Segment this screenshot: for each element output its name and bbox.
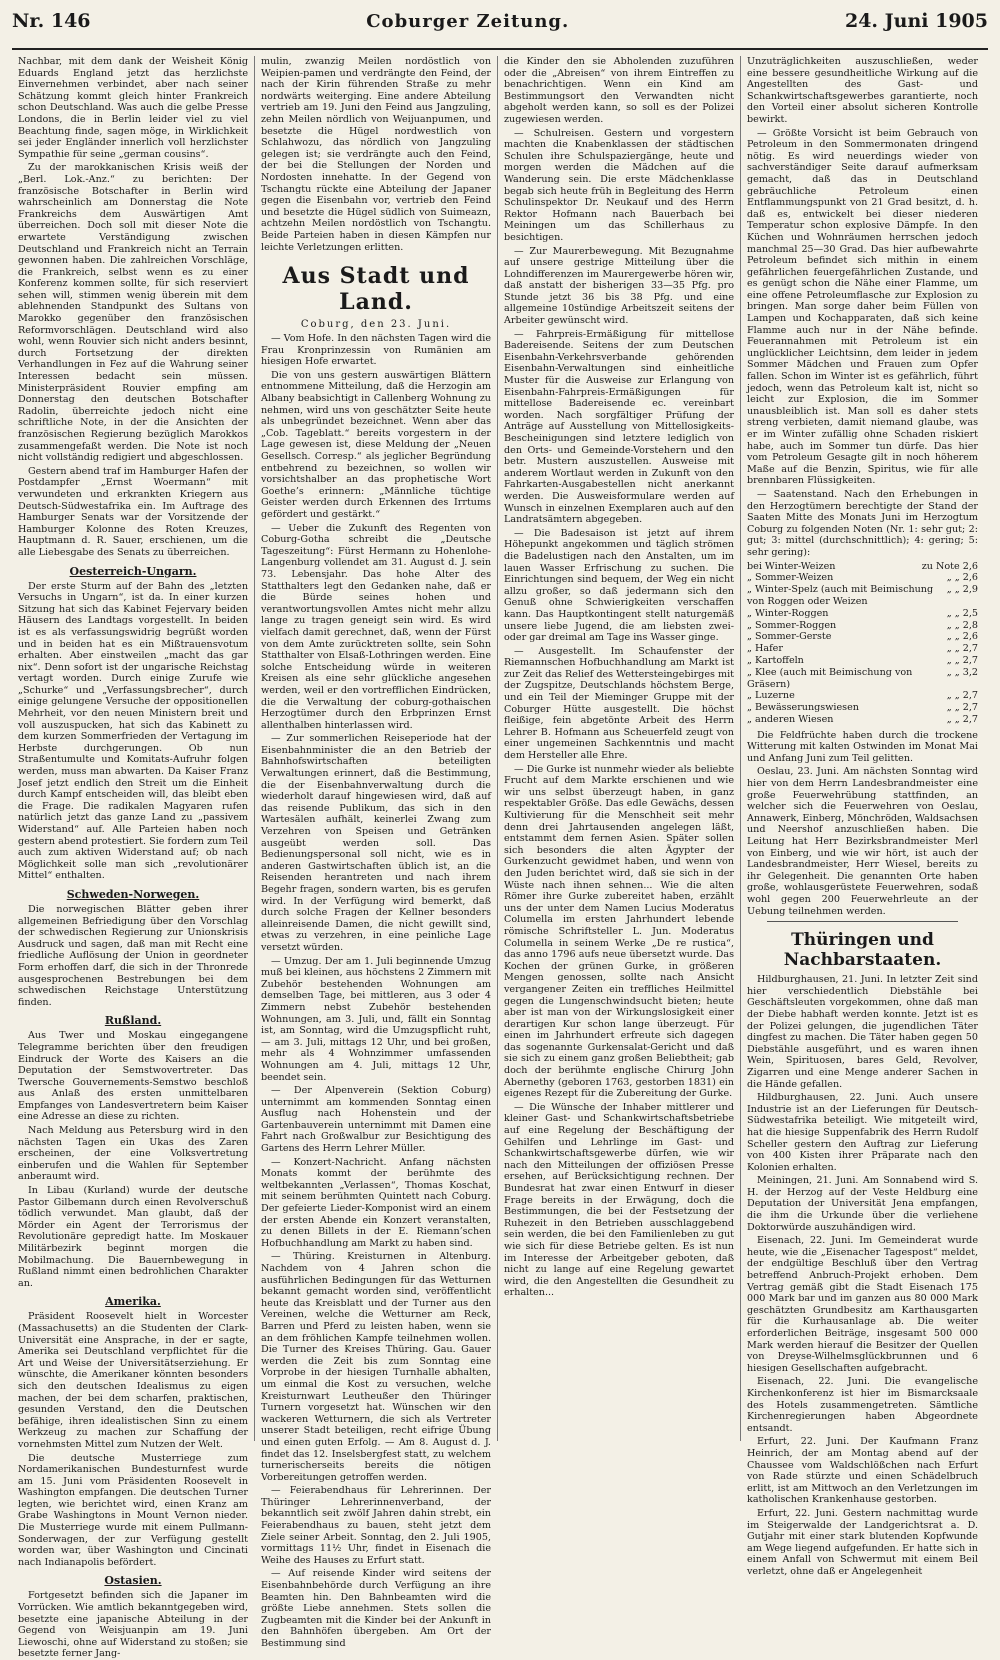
paragraph: — Konzert-Nachricht. Anfang nächsten Monats kommt der berühmte des weltbekannten „Verlassen“, Thomas Koschat, mit seinem berühmten Quintett nach Coburg. Der gefeierte Lieder-Komponist wird an einem der ersten Abende ein Konzert veranstalten, zu denen Billets in der E. Riemann’schen Hofbuchhandlung am Markt zu haben sind. [261,1156,491,1249]
crop-label: „ Kartoffeln [747,654,804,666]
newspaper-title: Coburger Zeitung. [366,11,570,32]
paragraph: Die deutsche Musterriege zum Nordamerikanischen Bundesturnfest wurde am 15. Juni vom Präsidenten Roosevelt in Washington empfangen. Die deutschen Turner legten, wie berichtet wird, einen Kranz am Grabe Washingtons in Mount Vernon nieder. Die Musterriege wurde mit einem Pullmann-Sonderwagen, der zur Verfügung gestellt worden war, über Washington und Cincinati nach Indianapolis befördert. [18,1452,248,1568]
crop-rating-row [747,667,978,691]
crop-label: „ Hafer [747,643,783,655]
crop-rating-row [747,620,978,632]
paragraph: Zu der marokkanischen Krisis weiß der „Berl. Lok.-Anz.“ zu berichten: Der französische Botschafter in Berlin wird wahrscheinlich am Donnerstag die Note Frankreichs dem Auswärtigen Amt überreichen. Doch soll mit dieser Note die erwartete Verständigung zwischen Deutschland und Frankreich nicht an Terrain gewonnen haben. Die zahlreichen Vorschläge, die Frankreich, selbst wenn es zu einer Konferenz kommen sollte, für sich reserviert sehen will, stimmen wenig überein mit dem ablehnenden Standpunkt des Sultans von Marokko gegenüber den französischen Reformvorschlägen. Deutschland wird also wohl, wenn Rouvier sich nicht anders besinnt, durch Fortsetzung der direkten Verhandlungen in Fez auf die Wahrung seiner Interessen bedacht sein müssen. Ministerpräsident Rouvier empfing am Donnerstag den deutschen Botschafter Radolin, überreichte jedoch nicht eine schriftliche Note, in der die Ansichten der französischen Regierung bezüglich Marokkos zusammengefaßt werden. Die Note ist noch nicht vollständig redigiert und abgeschlossen. [18,162,248,464]
paragraph: Nachbar, mit dem dank der Weisheit König Eduards England jetzt das herzlichste Einvernehmen verbindet, aber nach seiner Schätzung kommt gleich hinter Frankreich schon Deutschland. Was auch die gelbe Presse Londons, die in Berlin leider viel zu viel Beachtung finde, sagen möge, in Wirklichkeit sei jeder Engländer innerlich voll herzlichster Sympathie für seine „german cousins“. [18,56,248,160]
crop-label: „ Bewässerungswiesen [747,702,859,714]
column-3 [498,56,741,1441]
crop-rating-row [747,714,978,726]
crop-note: „ „ 2,7 [946,690,978,702]
crop-rating-row [747,584,978,608]
crop-rating-row [747,572,978,584]
divider [767,921,958,922]
paragraph: — Die Wünsche der Inhaber mittlerer und kleiner Gast- und Schankwirtschaftsbetriebe auf eine Regelung der Beschäftigung der Gehilfen und Lehrlinge im Gast- und Schankwirtschaftsgewerbe dürfen, wie wir nach den Mitteilungen der offiziösen Presse ersehen, auf Berücksichtigung rechnen. Der Bundesrat hat zwar einen Entwurf in dieser Frage bereits in der Erwägung, doch die Bestimmungen, die bei der Festsetzung der Ruhezeit in den Betrieben ausschlaggebend sein werden, die bei den Familienleben zu gut wie sich für diese Betriebe gelten. Es ist nun im Interesse der Arbeitgeber geboten, daß nicht zu lange auf eine Regelung gewartet wird, die den Angestellten die Gesundheit zu erhalten... [504,1101,734,1299]
section-heading: Ostasien. [104,1574,162,1588]
column-1 [12,56,255,1660]
paragraph: Hildburghausen, 21. Juni. In letzter Zeit sind hier verschiedentlich Diebstähle bei Geschäftsleuten vorgekommen, ohne daß man der Diebe habhaft werden konnte. Jetzt ist es der Polizei gelungen, die jugendlichen Täter dingfest zu machen. Die Täter haben gegen 50 Diebstähle ausgeführt, und es waren ihnen Wein, Spirituosen, bares Geld, Revolver, Zigarren und eine Menge anderer Sachen in die Hände gefallen. [747,974,978,1090]
section-heading: Rußland. [104,1014,162,1028]
paragraph: — Ueber die Zukunft des Regenten von Coburg-Gotha schreibt die „Deutsche Tageszeitung“: Fürst Hermann zu Hohenlohe-Langenburg vollendet am 31. August d. J. sein 73. Lebensjahr. Das hohe Alter des Statthalters legt den Gedanken nahe, daß er die Bürde seines hohen und verantwortungsvollen Amtes nicht mehr allzu lange zu tragen geneigt sein wird. Es wird vielfach damit gerechnet, daß, wenn der Fürst von dem Amte zurücktreten sollte, sein Sohn Statthalter von Elsaß-Lothringen werden. Eine solche Entscheidung würde in weiteren Kreisen als eine sehr glückliche angesehen werden, weil er den vortrefflichen Eindrücken, die die Verwaltung der coburg-gothaischen Herzogtümer durch den Erbprinzen Ernst allenthalben hinterlassen wird. [261,522,491,731]
paragraph: Fortgesetzt befinden sich die Japaner im Vorrücken. Wie amtlich bekanntgegeben wird, besetzte eine japanische Abteilung in der Gegend von Weisjuanpin am 19. Juni Liewoschi, ohne auf Widerstand zu stoßen; sie besetzte ferner Jang- [18,1590,248,1660]
section-heading: Amerika. [105,1295,161,1309]
crop-ratings-table [747,561,978,726]
paragraph: — Der Alpenverein (Sektion Coburg) unternimmt am kommenden Sonntag einen Ausflug nach Hohenstein und der Gartenbauverein unternimmt mit Damen eine Fahrt nach Großwalbur zur Besichtigung des Gartens des Herrn Lehrer Müller. [261,1085,491,1155]
crop-note: „ „ 2,7 [946,654,978,666]
crop-label: bei Winter-Weizen [747,560,836,572]
section-heading: Oesterreich-Ungarn. [69,564,197,578]
paragraph: Die von uns gestern auswärtigen Blättern entnommene Mitteilung, daß die Herzogin am Albany beabsichtigt in Callenberg Wohnung zu nehmen, wird uns von geschätzter Seite heute als unbegründet bezeichnet. Wenn aber das „Cob. Tageblatt.“ bereits vorgestern in der Lage gewesen ist, diese Meldung der „Neuen Gesellsch. Corresp.“ als jeglicher Begründung entbehrend zu bezeichnen, so wollen wir vorsichtshalber an das prophetische Wort Goethe’s erinnern: „Männliche tüchtige Geister werden durch Erkennen des Irrtums gefördert und gestärkt.“ [261,369,491,520]
crop-note: „ „ 2,6 [946,572,978,584]
crop-rating-row [747,655,978,667]
paragraph: Unzuträglichkeiten auszuschließen, weder eine bessere gesundheitliche Wirkung auf die Angestellten des Gast- und Schankwirtschaftsgewerbes garantierte, noch den Vorteil einer absolut sicheren Kontrolle bewirkt. [747,56,978,125]
paragraph: — Ausgestellt. Im Schaufenster der Riemannschen Hofbuchhandlung am Markt ist zur Zeit das Relief des Wettersteingebirges mit der Zugspitze, Deutschlands höchstem Berge, und ein Teil der Mieminger Gruppe mit der Coburger Hütte ausgestellt. Die höchst fleißige, fein abgetönte Arbeit des Herrn Lehrer B. Hofmann aus Scheuerfeld zeugt von einer ungemeinen Sachkenntnis und macht dem Hersteller alle Ehre. [504,645,734,762]
paragraph: Präsident Roosevelt hielt in Worcester (Massachusetts) an die Studenten der Clark-Universität eine Ansprache, in der er sagte, Amerika sei Deutschland verpflichtet für die Art und Weise der Universitätserziehung. Er wünschte, die Amerikaner könnten besonders sich den deutschen Idealismus zu eigen machen, der bei dem scharfen, praktischen, gesunden Verstand, den die Deutschen befähige, ihren idealistischen Sinn zu einem Werkzeug zu machen zur Schaffung der vornehmsten Mittel zum Nutzen der Welt. [18,1311,248,1450]
columns [12,56,988,1660]
crop-note: „ „ 2,7 [946,713,978,725]
dateline: Coburg, den 23. Juni. [300,319,452,331]
paragraph: — Thüring. Kreisturnen in Altenburg. Nachdem von 4 Jahren schon die ausführlichen Bedingungen für das Wetturnen bekannt gemacht worden sind, veröffentlicht heute das Kreisblatt und der Turner aus den Vereinen, welche die Wetturner am Reck, Barren und Pferd zu leisten haben, wenn sie an dem fröhlichen Kampfe teilnehmen wollen. Die Turner des Kreises Thüring. Gau. Gauer werden die Zeit bis zum Sonntag eine Vorprobe in der hiesigen Turnhalle abhalten, um einmal die Kost zu versuchen, welche Kreisturnwart Leutheußer den Thüringer Turnern vorgesetzt hat. Wünschen wir den wackeren Wetturnern, die sich als Vertreter unserer Stadt beteiligen, recht eifrige Übung und einen guten Erfolg. — Am 8. August d. J. findet das 12. Inselsbergfest statt, zu welchem turnerischerseits bereits die nötigen Vorbereitungen getroffen werden. [261,1251,491,1483]
column-4 [741,56,984,1577]
paragraph: Gestern abend traf im Hamburger Hafen der Postdampfer „Ernst Woermann“ mit verwundeten und erkrankten Kriegern aus Deutsch-Südwestafrika ein. Im Auftrage des Hamburger Senats war der Vorsitzende der Hamburger Kolonne des Roten Kreuzes, Hauptmann d. R. Sauer, erschienen, um die alle Liebesgabe des Senats zu überreichen. [18,465,248,558]
paragraph: Erfurt, 22. Juni. Gestern nachmittag wurde im Steigerwalde der Landgerichtsrat a. D. Gutjahr mit einer stark blutenden Kopfwunde am Wege liegend aufgefunden. Er hatte sich in einem Anfall von Schwermut mit einem Beil verletzt, ohne daß er Angelegenheit [747,1507,978,1577]
crop-label: „ anderen Wiesen [747,713,834,725]
paragraph: Aus Twer und Moskau eingegangene Telegramme berichten über den freudigen Eindruck der Worte des Kaisers an die Deputation der Semstwovertreter. Das Twersche Gouvernements-Semstwo beschloß aus Anlaß des ersten unmittelbaren Empfanges von Landesvertretern beim Kaiser eine Adresse an diese zu richten. [18,1030,248,1123]
paragraph: Nach Meldung aus Petersburg wird in den nächsten Tagen ein Ukas des Zaren erscheinen, der eine Volksvertretung einberufen und die Wahlen für September anberaumt wird. [18,1125,248,1183]
paragraph: Die norwegischen Blätter geben ihrer allgemeinen Befriedigung über den Vorschlag der schwedischen Regierung zur Unionskrisis Ausdruck und sagen, daß man mit Recht eine friedliche Auflösung der Union in geordneter Form erhoffen darf, die sich in der Thronrede ausgesprochenen Bestrebungen bei dem schwedischen Reichstage Unterstützung finden. [18,903,248,1008]
paragraph: In Libau (Kurland) wurde der deutsche Pastor Gilbemann durch einen Revolverschuß tödlich verwundet. Man glaubt, daß der Mörder ein Agent der Terrorismus der Revolutionäre gepredigt hatte. Im Moskauer Militärbezirk beginnt morgen die Mobilmachung. Die Bauernbewegung in Rußland nimmt einen bedrohlichen Charakter an. [18,1185,248,1289]
crop-note: „ „ 2,6 [946,631,978,643]
paragraph: — Größte Vorsicht ist beim Gebrauch von Petroleum in den Sommermonaten dringend nötig. Es wird neuerdings wieder von sachverständiger Seite darauf aufmerksam gemacht, daß das in Deutschland gebräuchliche Petroleum einen Entflammungspunkt von 21 Grad besitzt, d. h. daß es, entwickelt bei dieser niederen Temperatur schon explosive Dämpfe. In den Küchen und Wohnräumen herrschen jedoch manchmal 25—30 Grad. Das hier aufbewahrte Petroleum befindet sich mithin in einem gefährlichen feuergefährlichen Zustande, und es genügt schon die Nähe einer Flamme, um eine offene Petroleumflasche zur Explosion zu bringen. Man sorge daher beim Füllen von Lampen und Kochapparaten, daß sich keine Flamme auch nur in der Nähe befinde. Feuerannahmen mit Petroleum ist ein unglücklicher Leichtsinn, dem leider in jedem Sommer Mädchen und Frauen zum Opfer fallen. Schon im Winter ist es gefährlich, führt jedoch, wenn das Petroleum kalt ist, nicht so leicht zur Explosion, die im Sommer unausbleiblich ist. Man soll es daher stets streng verbieten, damit niemand glaube, was er im Winter zufällig ohne Schaden riskiert habe, auch im Sommer tun dürfe. Das hier vom Petroleum Gesagte gilt in noch höherem Maße auf die Benzin, Spiritus, wie für alle brennbaren Flüssigkeiten. [747,127,978,487]
issue-date: 24. Juni 1905 [844,10,988,32]
paragraph: — Umzug. Der am 1. Juli beginnende Umzug muß bei kleinen, aus höchstens 2 Zimmern mit Zubehör bestehenden Wohnungen am demselben Tage, bei mittleren, aus 3 oder 4 Zimmern nebst Zubehör bestehenden Wohnungen, am 3. Juli, und, fällt ein Sonntag ist, am Sonntag, wird die Umzugspflicht ruht, — am 3. Juli, mittags 12 Uhr, und bei großen, mehr als 4 Wohnzimmer umfassenden Wohnungen am 4. Juli, mittags 12 Uhr, beendet sein. [261,955,491,1083]
paragraph: Eisenach, 22. Juni. Im Gemeinderat wurde heute, wie die „Eisenacher Tagespost“ meldet, der endgültige Beschluß über den Vertrag betreffend Anbruch-Projekt erhoben. Dem Vertrag gemäß gibt die Stadt Eisenach 175 000 Mark bar und im ganzen aus 80 000 Mark geschätzten Grundbesitz am Karthausgarten für die Kurhausanlage ab. Die weiter erforderlichen Beiträge, insgesamt 500 000 Mark werden hierauf die Besitzer der Quellen von Dreyse-Wilhelmsglückbrunnen und 6 hiesigen Gesellschaften aufgebracht. [747,1235,978,1374]
paragraph: Meiningen, 21. Juni. Am Sonnabend wird S. H. der Herzog auf der Veste Heldburg eine Deputation der Universität Jena empfangen, die ihm die Urkunde über die verliehene Doktorwürde auszuhändigen wird. [747,1175,978,1233]
paragraph: Die Feldfrüchte haben durch die trockene Witterung mit kalten Ostwinden im Monat Mai und Anfang Juni zum Teil gelitten. [747,729,978,764]
crop-note: „ „ 2,7 [946,702,978,714]
issue-number: Nr. 146 [12,10,91,32]
paragraph: — Vom Hofe. In den nächsten Tagen wird die Frau Kronprinzessin von Rumänien am hiesigen Hofe erwartet. [261,333,491,368]
crop-rating-row [747,702,978,714]
crop-rating-row [747,631,978,643]
crop-label: „ Sommer-Gerste [747,631,832,643]
paragraph: — Die Badesaison ist jetzt auf ihrem Höhepunkt angekommen und täglich strömen die Badelustigen nach den Anstalten, um im lauen Wasser Erfrischung zu suchen. Die Einrichtungen sind bequem, der Weg ein nicht allzu großer, so daß jedermann sich den Genuß ohne Schwierigkeiten verschaffen kann. Das Hauptkontingent stellt naturgemäß unsere liebe Jugend, die am liebsten zwei- oder gar dreimal am Tage ins Wasser ginge. [504,527,734,644]
paragraph: Hildburghausen, 22. Juni. Auch unsere Industrie ist an der Lieferungen für Deutsch-Südwestafrika beteiligt. Wie mitgeteilt wird, hat die hiesige Suppenfabrik des Herrn Rudolf Scheller gestern den Auftrag zur Lieferung von 400 Kisten ihrer Präparate nach den Kolonien erhalten. [747,1092,978,1173]
page-header [12,10,988,50]
crop-label: „ Sommer-Roggen [747,619,837,631]
paragraph: — Saatenstand. Nach den Erhebungen in den Herzogtümern berechtigte der Stand der Saaten Mitte des Monats Juni im Herzogtum Coburg zu folgenden Noten (Nr. 1: sehr gut; 2: gut; 3: mittel (durchschnittlich); 4: gering; 5: sehr gering): [747,488,978,558]
crop-note: „ „ 2,7 [946,643,978,655]
crop-rating-row [747,690,978,702]
paragraph: die Kinder den sie Abholenden zuzuführen oder die „Abreisen“ von ihrem Eintreffen zu benachrichtigen. Wenn ein Kind am Bestimmungsort den Verwandten nicht abgeholt werden kann, so soll es der Polizei zugewiesen werden. [504,56,734,125]
crop-rating-row [747,608,978,620]
section-title: Aus Stadt und Land. [282,263,470,316]
paragraph: mulin, zwanzig Meilen nordöstlich von Weipien-pamen und verdrängte den Feind, der nach der Kirin führenden Straße zu mehr nordwärts weiterging. Eine andere Abteilung vertrieb am 19. Juni den Feind aus Jangzuling, zehn Meilen nördlich von Weijuanpumen, und besetzte die Hügel nordwestlich von Schlahwozu, das nördlich von Jangzuling gelegen ist; sie verdrängte auch den Feind, der bei die Stellungen der Norden und Nordosten innehatte. In der Gegend von Tschangtu rückte eine Abteilung der Japaner gegen die Eisenbahn vor, vertrieb den Feind und besetzte die Hügel südlich von Suimeazn, achtzehn Meilen nordöstlich von Tschangtu. Beide Parteien haben in diesen Kämpfen nur leichte Verletzungen erlitten. [261,56,491,253]
paragraph: — Auf reisende Kinder wird seitens der Eisenbahnbehörde durch Verfügung an ihre Beamten hin. Den Bahnbeamten wird die größte Liebe annehmen. Stets sollen die Zugbeamten mit die Kinder bei der Ankunft in den Bahnhöfen übergeben. Am Ort der Bestimmung sind [261,1568,491,1649]
paragraph: — Die Gurke ist nunmehr wieder als beliebte Frucht auf dem Markte erschienen und wie wir uns selbst überzeugt haben, in ganz respektabler Größe. Das edle Gewächs, dessen Kultivierung für die Menschheit seit mehr denn drei Jahrtausenden angelegen läßt, entstammt dem fernen Asien. Später sollen sich besonders die alten Ägypter der Gurkenzucht gewidmet haben, und wenn von den Juden berichtet wird, daß sie sich in der Wüste nach ihnen sehnen... Wie die alten Römer ihre Gurke zubereitet haben, erzählt uns der unter dem Namen Lucius Moderatus Columella im ersten Jahrhundert lebende römische Schriftsteller L. Jun. Moderatus Columella in seinem Werke „De re rustica“, das anno 1796 aufs neue übersetzt wurde. Das Kochen der grünen Gurke, in größeren Mengen genossen, sollte nach Ansicht vergangener Zeiten ein treffliches Heilmittel gegen die Lungenschwindsucht bieten; heute aber ist man von der Wirkungslosigkeit einer derartigen Kur schon lange überzeugt. Für einen im Jahrhundert erfreute sich dagegen das sogenannte Gurkensalat-Gericht und daß sie sich zu einem ganz großen Beliebtheit; gab doch der berühmte englische Chirurg John Abernethy (geboren 1763, gestorben 1831) ein eigenes Rezept für die Zubereitung der Gurke. [504,763,734,1100]
crop-rating-row [747,561,978,573]
paragraph: Eisenach, 22. Juni. Die evangelische Kirchenkonferenz ist hier im Bismarcksaale des Hotels zusammengetreten. Sämtliche Kirchenregierungen haben Abgeordnete entsandt. [747,1376,978,1434]
crop-note: „ „ 3,2 [946,666,978,678]
crop-note: „ „ 2,5 [946,607,978,619]
column-2 [255,56,498,1649]
section-heading: Schweden-Norwegen. [66,887,200,901]
paragraph: Oeslau, 23. Juni. Am nächsten Sonntag wird hier von dem Herrn Landesbrandmeister eine große Feuerwehrübung stattfinden, an welcher sich die Feuerwehren von Oeslau, Annawerk, Einberg, Mönchröden, Waldsachsen und Neershof anzuschließen haben. Die Leitung hat Herr Bezirksbrandmeister Merl von Einberg, und wie wir hört, ist auch der Landesbrandmeister, Herr Wiesel, bereits zu ihr Gelegenheit. Die genannten Orte haben große, wohlausgerüstete Feuerwehren, sodaß wohl gegen 200 Feuerwehrleute an der Uebung teilnehmen werden. [747,766,979,917]
crop-label: „ Winter-Spelz (auch mit Beimischung von Roggen oder Weizen [747,584,934,607]
paragraph: — Schulreisen. Gestern und vorgestern machten die Knabenklassen der städtischen Schulen ihre Schulspaziergänge, heute und morgen werden die Mädchen auf die Wanderung sein. Die erste Mädchenklasse begab sich heute früh in Begleitung des Herrn Schulinspektor Dr. Neukauf und des Herrn Rektor Hofmann nach Bauerbach bei Meiningen um das Schillerhaus zu besichtigen. [504,127,734,243]
paragraph: — Fahrpreis-Ermäßigung für mittellose Badereisende. Seitens der zum Deutschen Eisenbahn-Verkehrsverbande gehörenden Eisenbahn-Verwaltungen sind einheitliche Muster für die Ausweise zur Erlangung von Eisenbahn-Fahrpreis-Ermäßigungen für mittellose Badereisende ec. vereinbart worden. Nach sorgfältiger Prüfung der Anträge auf Ausstellung von Mittellosigkeits-Bescheinigungen sind letztere lediglich von den Orts- und Gemeinde-Vorstehern und den betr. Mustern auszustellen. Ausweise mit anderem Wortlaut werden in Zukunft von den Fahrkarten-Ausgabestellen nicht anerkannt werden. Die Ausweisformulare werden auf Wunsch in einzelnen Exemplaren auch auf den Landratsämtern abgegeben. [504,328,734,526]
section-title: Thüringen und Nachbarstaaten. [783,930,942,971]
crop-note: „ „ 2,9 [946,584,978,596]
crop-note: zu Note 2,6 [921,560,978,572]
paragraph: — Feierabendhaus für Lehrerinnen. Der Thüringer Lehrerinnenverband, der bekanntlich seit zwölf Jahren dahin strebt, ein Feierabendhaus zu bauen, steht jetzt dem Ziele seiner Arbeit. Sonntag, den 2. Juli 1905, vormittags 11½ Uhr, findet in Eisenach die Weihe des Hauses zu Erfurt statt. [261,1485,491,1566]
paragraph: — Zur Maurerbewegung. Mit Bezugnahme auf unsere gestrige Mitteilung über die Lohndifferenzen im Maurergewerbe hören wir, daß anstatt der bisherigen 33—35 Pfg. pro Stunde jetzt 36 bis 38 Pfg. und eine allgemeine 10stündige Arbeitszeit seitens der Arbeiter gewünscht wird. [504,245,734,327]
crop-label: „ Sommer-Weizen [747,572,834,584]
crop-rating-row [747,643,978,655]
paragraph: Der erste Sturm auf der Bahn des „letzten Versuchs in Ungarn“, ist da. In einer kurzen Sitzung hat sich das Kabinet Fejervary beiden Häusern des Landtags vorgestellt. In beiden ist es als verfassungswidrig begrüßt worden und in beiden hat es ein Mißtrauensvotum erhalten. Aber einstweilen „macht das gar nix“. Denn sofort ist der ungarische Reichstag vertagt worden. Durch einige Zurufe wie „Schurke“ und „Verfassungsbrecher“, durch einige gelungene Versuche der oppositionellen Mehrheit, vor den neuen Ministern breit und voll auszuspucken, hat sich das Kabinett zu dem kurzen Sommerfrieden der Vertagung im Herbste durchgerungen. Ob nun Straßentumulte und Komitats-Aufruhr folgen werden, muss man abwarten. Da Kaiser Franz Josef jetzt endlich den Streit um die Einheit durch Kampf entscheiden will, das bleibt eben die Frage. Die radikalen Magyaren rufen natürlich jetzt das ganze Land zu „passivem Widerstand“ auf. Alle Parteien haben noch gestern abend protestiert. Sie fordern zum Teil auch zum aktiven Widerstand auf; ob nach Möglichkeit solle man sich „revolutionärer Mittel“ enthalten. [18,580,248,882]
crop-label: „ Winter-Roggen [747,607,829,619]
paragraph: — Zur sommerlichen Reiseperiode hat der Eisenbahnminister die an den Betrieb der Bahnhofswirtschaften beteiligten Verwaltungen erinnert, daß die Bestimmung, die der Eisenbahnverwaltung durch die wiederholt darauf hingewiesen wird, daß auf das reisende Publikum, das sich in den Wartesälen aufhält, keinerlei Zwang zum Verzehren von Speisen und Getränken ausgeübt werden soll. Das Bedienungspersonal soll nicht, wie es in anderen Gastwirtschaften üblich ist, an die Reisenden herantreten und nach ihrem Begehr fragen, sondern warten, bis es gerufen wird. In der Verfügung wird bemerkt, daß durch solche Fragen der Kellner besonders alleinreisende Damen, die nicht gewillt sind, etwas zu verzehren, in eine peinliche Lage versetzt würden. [261,733,491,953]
crop-label: „ Klee (auch mit Beimischung von Gräsern) [747,666,913,690]
crop-note: „ „ 2,8 [946,619,978,631]
crop-label: „ Luzerne [747,690,795,702]
paragraph: Erfurt, 22. Juni. Der Kaufmann Franz Heinrich, der am Montag abend auf der Chaussee vom Waldschlößchen nach Erfurt von Rade stürzte und einen Schädelbruch erlitt, ist am Mittwoch an den Verletzungen im katholischen Krankenhause gestorben. [747,1436,978,1506]
